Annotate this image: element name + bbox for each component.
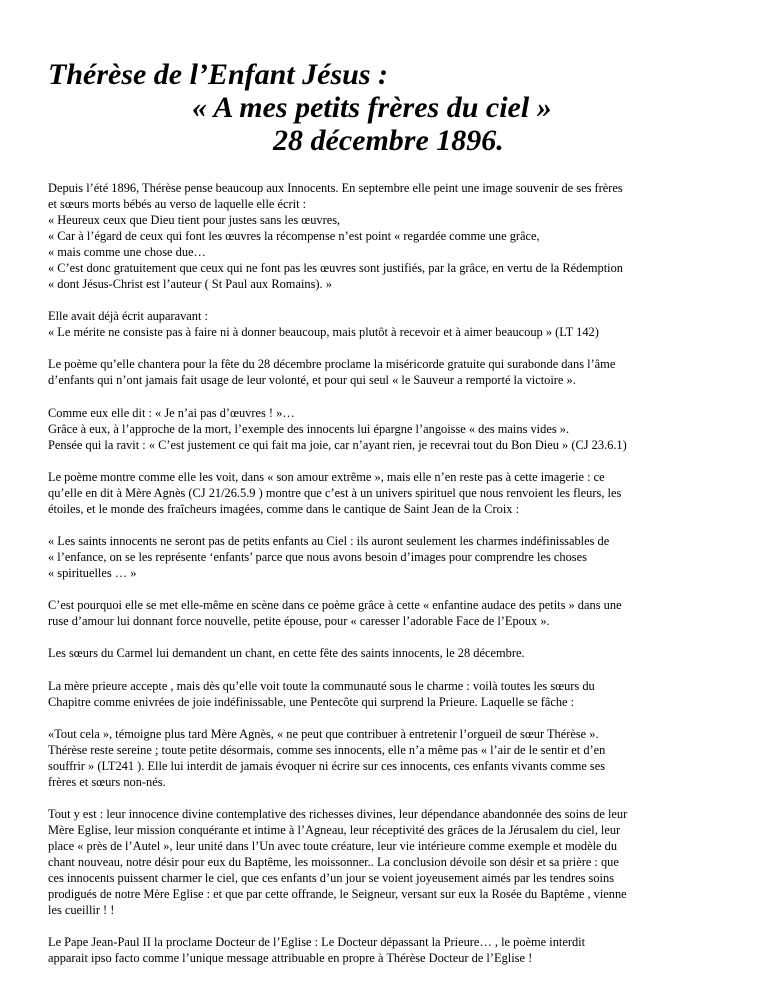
text-line: Grâce à eux, à l’approche de la mort, l’exemple des innocents lui épargne l’angoisse « des mains vides ».: [48, 421, 570, 436]
text-line: et sœurs morts bébés au verso de laquelle elle écrit :: [48, 197, 307, 211]
text-line: ces innocents puissent charmer le ciel, que ces enfants d’un jour se voient joyeusement aimés par les tendres soins: [48, 870, 615, 885]
paragraph: [48, 180, 743, 292]
paragraph: [48, 645, 743, 661]
text-line: Le poème montre comme elle les voit, dans « son amour extrême », mais elle n’en reste pas à cette imagerie : ce: [48, 469, 605, 484]
text-line: « Heureux ceux que Dieu tient pour justes sans les œuvres,: [48, 213, 341, 227]
text-line: La mère prieure accepte , mais dès qu’elle voit toute la communauté sous le charme : voilà toutes les sœurs du: [48, 678, 595, 693]
text-line: Depuis l’été 1896, Thérèse pense beaucoup aux Innocents. En septembre elle peint une image souvenir de ses frères: [48, 181, 623, 195]
text-line: frères et sœurs non-nés.: [48, 774, 166, 789]
text-line: « Le mérite ne consiste pas à faire ni à donner beaucoup, mais plutôt à recevoir et à aimer beaucoup » (LT 142): [48, 325, 599, 340]
paragraph: [48, 726, 743, 790]
text-line: Le poème qu’elle chantera pour la fête du 28 décembre proclame la miséricorde gratuite qui surabonde dans l’âme: [48, 357, 616, 372]
text-line: Pensée qui la ravit : « C’est justement ce qui fait ma joie, car n’ayant rien, je recevrai tout du Bon Dieu » (CJ 23.6.1): [48, 437, 627, 452]
text-line: chant nouveau, notre désir pour eux du Baptême, les moissonner.. La conclusion dévoile son désir et sa prière : que: [48, 854, 619, 869]
paragraph: [48, 934, 743, 966]
text-line: étoiles, et le monde des fraîcheurs imagées, comme dans le cantique de Saint Jean de la Croix :: [48, 501, 520, 516]
paragraph: [48, 356, 743, 388]
paragraph: [48, 533, 743, 581]
text-line: prodigués de notre Mère Eglise : et que par cette offrande, le Seigneur, versant sur eux la Rosée du Baptême , vienne: [48, 886, 627, 901]
text-line: « l’enfance, on se les représente ‘enfants’ parce que nous avons besoin d’images pour comprendre les choses: [48, 549, 587, 564]
text-line: Thérèse reste sereine ; toute petite désormais, comme ses innocents, elle n’a même pas « l’air de le sentir et d’en: [48, 742, 606, 757]
paragraph: [48, 308, 743, 340]
text-line: souffrir » (LT241 ). Elle lui interdit de jamais évoquer ni écrire sur ces innocents, ces enfants vivants comme ses: [48, 758, 606, 773]
paragraph: [48, 678, 743, 710]
text-line: Les sœurs du Carmel lui demandent un chant, en cette fête des saints innocents, le 28 décembre.: [48, 646, 525, 661]
text-line: « C’est donc gratuitement que ceux qui ne font pas les œuvres sont justifiés, par la grâce, en vertu de la Rédemption: [48, 261, 623, 275]
text-line: apparait ipso facto comme l’unique message attribuable en propre à Thérèse Docteur de l’Eglise !: [48, 951, 533, 966]
title-line-2: « A mes petits frères du ciel »: [192, 91, 552, 124]
text-line: Comme eux elle dit : « Je n’ai pas d’œuvres ! »…: [48, 405, 295, 420]
text-line: les cueillir ! !: [48, 902, 115, 917]
paragraph: [48, 405, 743, 453]
text-line: d’enfants qui n’ont jamais fait usage de leur volonté, et pour qui seul « le Sauveur a remporté la victoire ».: [48, 373, 576, 388]
text-line: place « près de l’Autel », leur unité dans l’Un avec toute créature, leur vie intérieure comme exemple et modèle du: [48, 838, 618, 853]
text-line: « dont Jésus-Christ est l’auteur ( St Paul aux Romains). »: [48, 277, 332, 291]
text-line: qu’elle en dit à Mère Agnès (CJ 21/26.5.9 ) montre que c’est à un univers spirituel que nous renvoient les fleurs, les: [48, 485, 622, 500]
text-line: Le Pape Jean-Paul II la proclame Docteur de l’Eglise : Le Docteur dépassant la Prieure… , le poème interdit: [48, 935, 586, 950]
text-line: Chapitre comme enivrées de joie indéfinissable, une Pentecôte qui surprend la Prieure. Laquelle se fâche :: [48, 694, 575, 709]
text-line: «Tout cela », témoigne plus tard Mère Agnès, « ne peut que contribuer à entretenir l’orgueil de sœur Thérèse ».: [48, 726, 599, 741]
text-line: ruse d’amour lui donnant force nouvelle, petite épouse, pour « caresser l’adorable Face de l’Epoux ».: [48, 614, 550, 629]
paragraph: [48, 597, 743, 629]
text-line: « spirituelles … »: [48, 565, 137, 580]
text-line: « mais comme une chose due…: [48, 245, 206, 259]
text-line: « Les saints innocents ne seront pas de petits enfants au Ciel : ils auront seulement les charmes indéfinissables de: [48, 533, 610, 548]
title-line-3: 28 décembre 1896.: [273, 124, 504, 157]
text-line: Mère Eglise, leur mission conquérante et intime à l’Agneau, leur réceptivité des grâces de la Jérusalem du ciel, leur: [48, 822, 621, 837]
paragraph: [48, 806, 743, 918]
title-line-1: Thérèse de l’Enfant Jésus :: [48, 58, 388, 91]
text-line: C’est pourquoi elle se met elle-même en scène dans ce poème grâce à cette « enfantine audace des petits » dans une: [48, 598, 622, 613]
text-line: Tout y est : leur innocence divine contemplative des richesses divines, leur dépendance abandonnée des soins de leur: [48, 806, 628, 821]
document-body: [48, 180, 743, 982]
text-line: « Car à l’égard de ceux qui font les œuvres la récompense n’est point « regardée comme une grâce,: [48, 229, 540, 243]
text-line: Elle avait déjà écrit auparavant :: [48, 309, 208, 324]
paragraph: [48, 469, 743, 517]
